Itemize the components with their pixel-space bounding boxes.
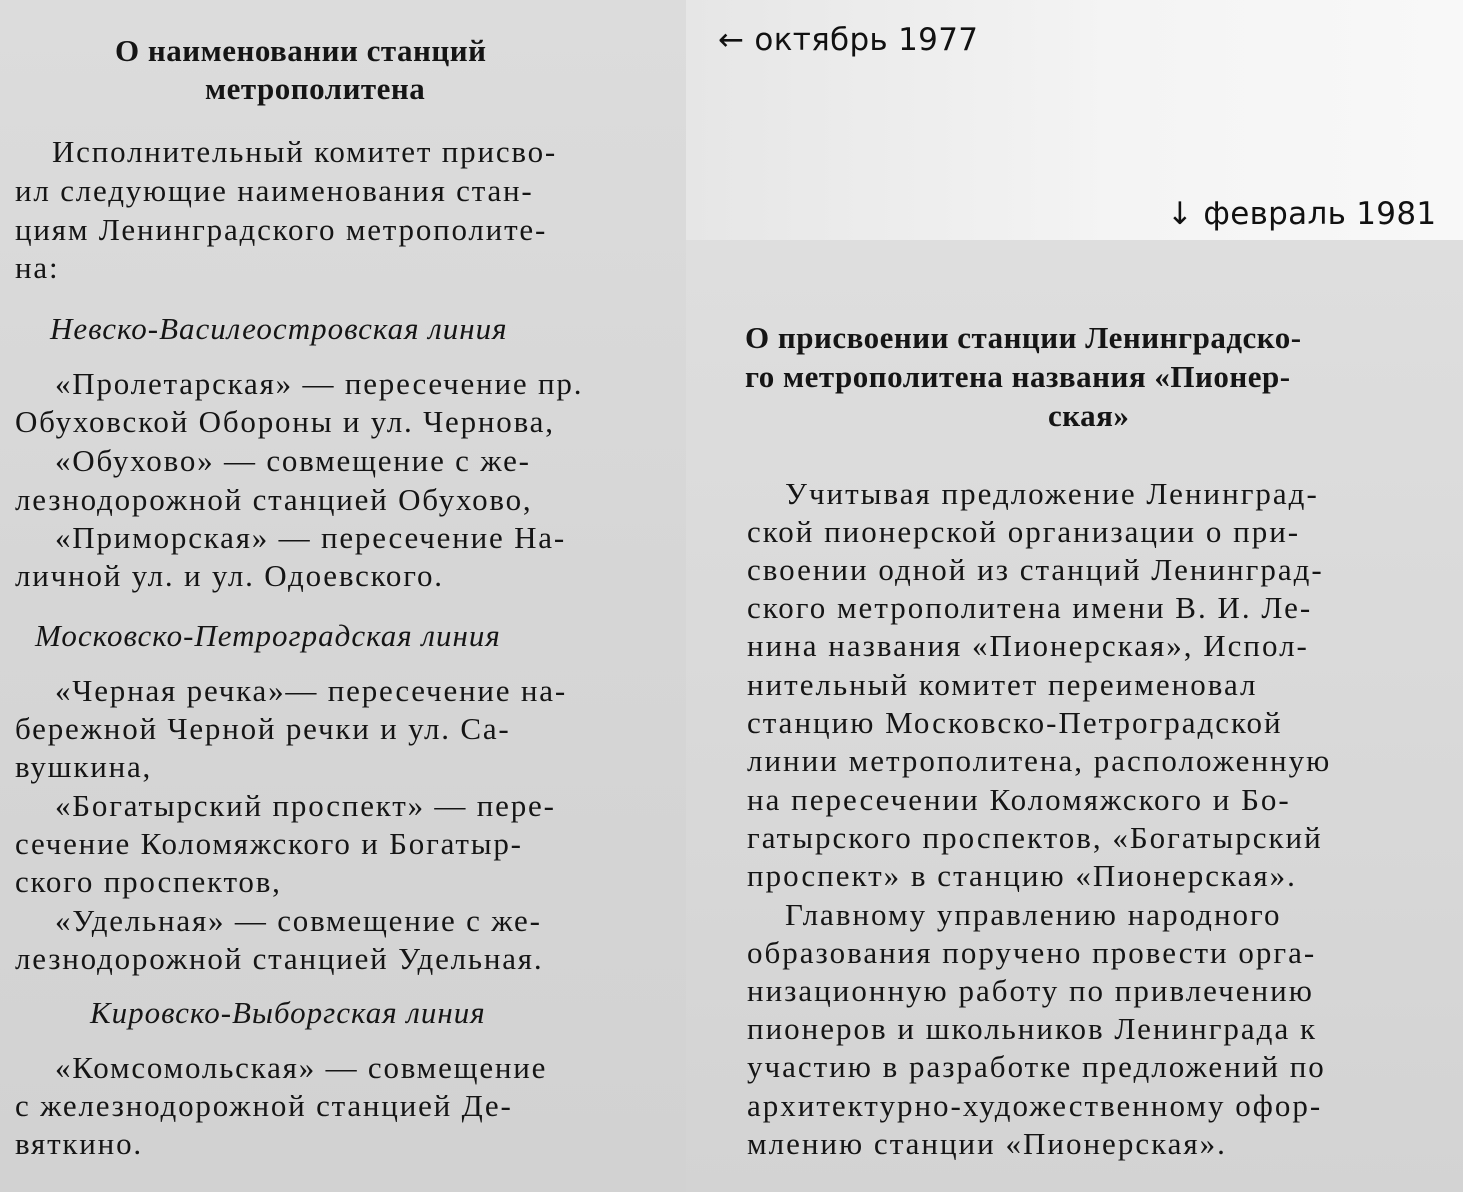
left-intro-line: Исполнительный комитет присво- — [52, 134, 558, 169]
label-february-1981: ↓ февраль 1981 — [1167, 196, 1437, 232]
station-text-line: «Приморская» — пересечение На- — [55, 520, 566, 555]
paragraph-line: нительный комитет переименовал — [747, 667, 1258, 702]
left-intro-line: ил следующие наименования стан- — [15, 173, 534, 208]
station-text-line: «Удельная» — совмещение с же- — [55, 903, 542, 938]
paragraph-line: пионеров и школьников Ленинграда к — [747, 1011, 1318, 1046]
station-text-line: вяткино. — [15, 1126, 143, 1161]
line-name-moskovsko: Московско-Петроградская линия — [35, 618, 501, 653]
station-text-line: вушкина, — [15, 749, 153, 784]
station-text-line: «Черная речка»— пересечение на- — [55, 673, 567, 708]
station-text-line: «Комсомольская» — совмещение — [55, 1050, 548, 1085]
right-title-line: го метрополитена названия «Пионер- — [745, 359, 1291, 394]
station-text-line: «Богатырский проспект» — пере- — [55, 788, 556, 823]
paragraph-line: ского метрополитена имени В. И. Ле- — [747, 590, 1313, 625]
paragraph-line: линии метрополитена, расположенную — [747, 743, 1332, 778]
station-text-line: «Обухово» — совмещение с же- — [55, 443, 531, 478]
paragraph-line: своении одной из станций Ленинград- — [747, 552, 1324, 587]
station-text-line: лезнодорожной станцией Удельная. — [15, 941, 544, 976]
paragraph-line: млению станции «Пионерская». — [747, 1126, 1227, 1161]
station-text-line: личной ул. и ул. Одоевского. — [15, 558, 444, 593]
left-intro-line: циям Ленинградского метрополите- — [15, 212, 548, 247]
paragraph-line: гатырского проспектов, «Богатырский — [747, 820, 1323, 855]
station-text-line: Обуховской Обороны и ул. Чернова, — [15, 404, 555, 439]
paragraph-line: архитектурно-художественному офор- — [747, 1088, 1323, 1123]
station-text-line: лезнодорожной станцией Обухово, — [15, 482, 533, 517]
left-title-line: метрополитена — [205, 71, 426, 106]
line-name-nevsko: Невско-Василеостровская линия — [50, 311, 508, 346]
line-name-kirovsko: Кировско-Выборгская линия — [90, 995, 486, 1030]
station-text-line: «Пролетарская» — пересечение пр. — [55, 366, 584, 401]
paragraph-line: нина названия «Пионерская», Испол- — [747, 628, 1309, 663]
paragraph-line: проспект» в станцию «Пионерская». — [747, 858, 1297, 893]
station-text-line: ского проспектов, — [15, 864, 282, 899]
paragraph-line: станцию Московско-Петроградской — [747, 705, 1283, 740]
label-october-1977: ← октябрь 1977 — [718, 22, 979, 58]
station-text-line: с железнодорожной станцией Де- — [15, 1088, 513, 1123]
left-title-line: О наименовании станций — [115, 33, 487, 68]
paragraph-line: участию в разработке предложений по — [747, 1049, 1326, 1084]
paragraph-line: на пересечении Коломяжского и Бо- — [747, 782, 1291, 817]
right-title-line: ская» — [1048, 398, 1130, 433]
station-text-line: сечение Коломяжского и Богатыр- — [15, 826, 523, 861]
paragraph-line: низационную работу по привлечению — [747, 973, 1314, 1008]
paragraph-line: образования поручено провести орга- — [747, 935, 1317, 970]
right-title-line: О присвоении станции Ленинградско- — [745, 320, 1302, 355]
station-text-line: бережной Черной речки и ул. Са- — [15, 711, 511, 746]
paragraph-line: ской пионерской организации о при- — [747, 514, 1301, 549]
paragraph-line: Учитывая предложение Ленинград- — [785, 476, 1319, 511]
left-intro-line: на: — [15, 250, 60, 285]
paragraph-line: Главному управлению народного — [785, 897, 1282, 932]
